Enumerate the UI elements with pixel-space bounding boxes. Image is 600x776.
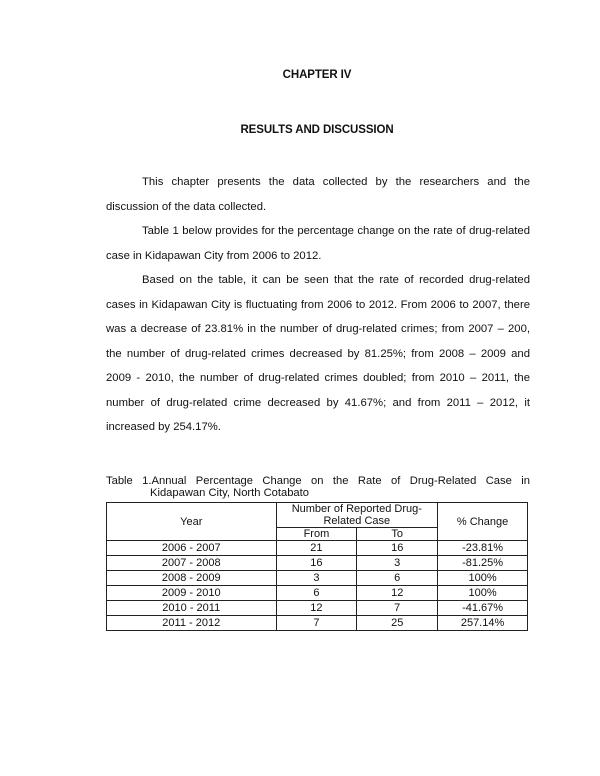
- chapter-title: CHAPTER IV: [282, 69, 352, 81]
- cell-from: 12: [276, 601, 357, 616]
- cell-change: -81.25%: [438, 556, 528, 571]
- cell-change: 257.14%: [438, 616, 528, 631]
- table-row: [107, 601, 528, 616]
- table-caption: [106, 476, 530, 499]
- paragraph-analysis: Based on the table, it can be seen that the rate of recorded drug-related cases in Kidapawan City is fluctuating from 2006 to 2012. From 2006 to 2007, there was a decrease of 23.81% in the number of drug-related crimes; from 2007 – 200, the number of drug-related crimes decreased by 81.25%; from 2008 – 2009 and 2009 - 2010, the number of drug-related crimes doubled; from 2010 – 2011, the number of drug-related crime decreased by 41.67%; and from 2011 – 2012, it increased by 254.17%.: [106, 274, 530, 433]
- cell-year: 2007 - 2008: [107, 556, 277, 571]
- header-reported-line-1: Number of Reported Drug-: [291, 503, 422, 515]
- table-caption-line-2: Kidapawan City, North Cotabato: [150, 486, 309, 499]
- cell-from: 16: [276, 556, 357, 571]
- cell-change: 100%: [438, 571, 528, 586]
- cell-to: 3: [357, 556, 438, 571]
- cell-from: 7: [276, 616, 357, 631]
- cell-to: 16: [357, 541, 438, 556]
- body-text: [106, 170, 530, 440]
- header-to: To: [357, 528, 438, 541]
- table-row: [107, 556, 528, 571]
- table-caption-line-1: Table 1.Annual Percentage Change on the Rate of Drug-Related Case in: [106, 475, 530, 487]
- table-row: [107, 616, 528, 631]
- header-from: From: [276, 528, 357, 541]
- cell-change: -41.67%: [438, 601, 528, 616]
- cell-year: 2008 - 2009: [107, 571, 277, 586]
- cell-to: 6: [357, 571, 438, 586]
- paragraph-intro: This chapter presents the data collected by the researchers and the discussion of the data collected.: [106, 176, 530, 213]
- cell-change: 100%: [438, 586, 528, 601]
- table-row: [107, 586, 528, 601]
- table-row: [107, 571, 528, 586]
- cell-to: 12: [357, 586, 438, 601]
- header-percent-change: % Change: [438, 503, 528, 541]
- header-year: Year: [107, 503, 277, 541]
- cell-from: 6: [276, 586, 357, 601]
- drug-case-table: [106, 502, 528, 631]
- cell-from: 21: [276, 541, 357, 556]
- paragraph-table-intro: Table 1 below provides for the percentage change on the rate of drug-related case in Kidapawan City from 2006 to 2012.: [106, 225, 530, 262]
- header-reported-cases: [276, 503, 438, 528]
- header-reported-line-2: Related Case: [323, 515, 391, 527]
- cell-year: 2009 - 2010: [107, 586, 277, 601]
- cell-to: 25: [357, 616, 438, 631]
- section-title: RESULTS AND DISCUSSION: [240, 124, 394, 136]
- cell-from: 3: [276, 571, 357, 586]
- cell-year: 2006 - 2007: [107, 541, 277, 556]
- cell-to: 7: [357, 601, 438, 616]
- cell-year: 2011 - 2012: [107, 616, 277, 631]
- table-row: [107, 541, 528, 556]
- cell-year: 2010 - 2011: [107, 601, 277, 616]
- cell-change: -23.81%: [438, 541, 528, 556]
